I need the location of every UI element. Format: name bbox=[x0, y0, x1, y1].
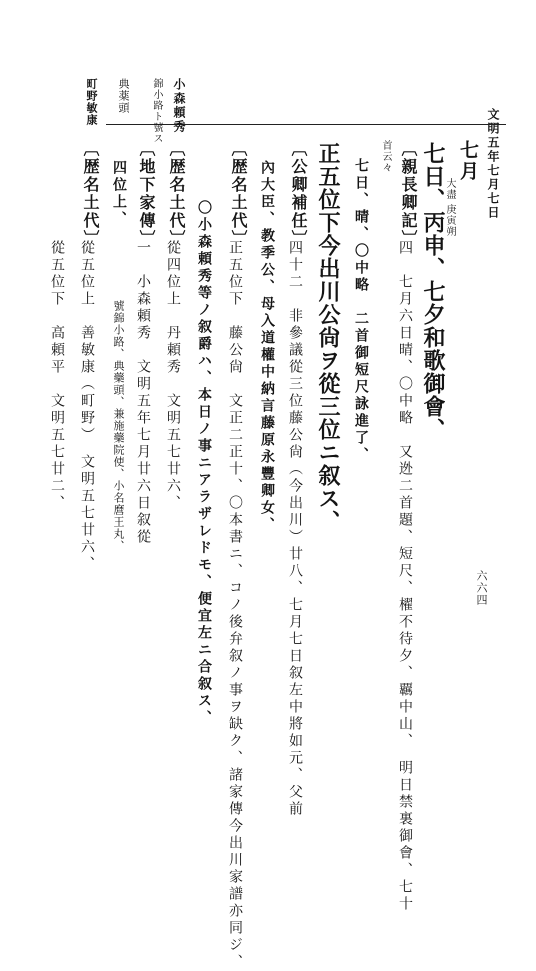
source3-label: 〔歴名土代〕 bbox=[229, 140, 248, 248]
source1-text: 四 七月六日晴、〇中略 又迯二首題、短尺、櫂不待夕、覊中山、 明日禁裏御會、七十 bbox=[397, 240, 413, 913]
source2-text: 四十二 非參議從三位藤公尙（今出川）廿八、七月七日叙左中將如元、父前 bbox=[287, 240, 303, 818]
margin-note-nishikikoji: 錦小路ト號ス bbox=[151, 78, 162, 144]
header-rule bbox=[106, 124, 506, 125]
headline-joshaku: 〇小森頼秀等ノ叙爵ハ、本日ノ事ニアラザレドモ、便宜左ニ合叙ス、 bbox=[196, 200, 212, 727]
source5-line2: 四位上、 bbox=[111, 160, 127, 228]
headline-kinsei: 正五位下今出川公尙ヲ從三位ニ叙ス、 bbox=[315, 142, 341, 533]
margin-note-machino: 町野敏康 bbox=[85, 78, 98, 126]
source4-text: 從四位上 丹頼秀 文明五七廿六、 bbox=[165, 240, 181, 512]
running-head: 文明五年七月七日 bbox=[486, 108, 500, 220]
source3-text: 正五位下 藤公尙 文正二正十、〇本書ニ、コノ後弁叙ノ事ヲ缺ク、諸家傳今出川家譜亦同ジ、 bbox=[227, 240, 243, 971]
source1-continuation: 首云々 bbox=[380, 140, 391, 173]
margin-note-komori: 小森頼秀 bbox=[172, 78, 186, 134]
source5-label: 〔地下家傳〕 bbox=[137, 140, 156, 248]
month-heading: 七月 bbox=[457, 140, 479, 182]
source1-label: 〔親長卿記〕 bbox=[399, 140, 418, 248]
source6-label: 〔歴名土代〕 bbox=[81, 140, 100, 248]
margin-note-tenyakunokami: 典薬頭 bbox=[117, 78, 130, 114]
entry-title: 七日、丙申、七夕和歌御會、 bbox=[420, 142, 446, 441]
source2-label: 〔公卿補任〕 bbox=[289, 140, 308, 248]
source1-line2: 七日、晴、〇中略 二首御短尺詠進了、 bbox=[353, 158, 369, 464]
source5-text: 一 小森頼秀 文明五年七月廿六日叙從 bbox=[135, 240, 151, 546]
month-note: 大盡 庚寅朔 bbox=[444, 178, 455, 238]
source5-note: 號錦小路、典藥頭、兼施藥院使、小名麿王丸、 bbox=[112, 300, 125, 552]
source4-label: 〔歴名土代〕 bbox=[167, 140, 186, 248]
page-number: 六六四 bbox=[475, 570, 488, 606]
source2-line2: 內大臣、教季公、母入道權中納言藤原永豐卿女、 bbox=[259, 160, 275, 534]
source6-line1: 從五位上 善敏康（町野） 文明五七廿六、 bbox=[79, 240, 95, 573]
source6-line2: 從五位下 高頼平 文明五七廿二、 bbox=[49, 240, 65, 512]
